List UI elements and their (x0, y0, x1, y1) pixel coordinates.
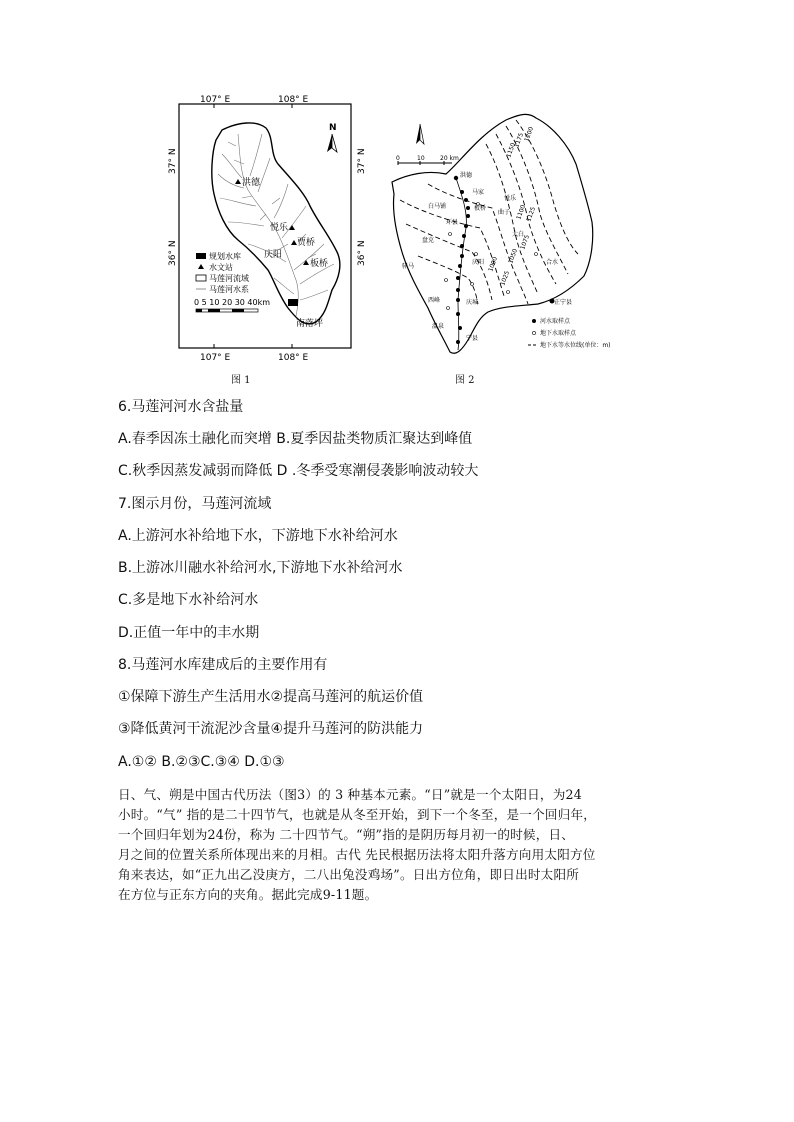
passage-line-2: 小时。“气” 指的是二十四节气，也就是从冬至开始，到下一个冬至，是一个回归年， (118, 807, 597, 822)
figure-2-caption: 图 2 (455, 375, 475, 386)
fig2-place-quzi: 曲子 (498, 209, 511, 216)
passage-line-6: 在方位与正东方向的夹角。据此完成9-11题。 (118, 887, 378, 902)
fig2-scale-bar (396, 155, 459, 165)
lat-label-right-36: 36° N (357, 240, 367, 266)
fig2-place-hongde: 洪德 (460, 172, 473, 179)
lat-label-left-37: 37° N (168, 148, 178, 174)
fig2-marker-zhengning (550, 299, 555, 304)
fig2-north-arrow-icon (416, 124, 424, 144)
question-8-stem: 8.马莲河水库建成后的主要作用有 (118, 657, 328, 673)
question-7-option-d: D.正值一年中的丰水期 (118, 625, 260, 641)
passage-line-5: 角来表达，如“正九出乙没庚方，二八出兔没鸡场”。日出方位角，即日出时太阳所 (118, 867, 580, 882)
fig2-place-panke: 盘克 (422, 237, 435, 244)
question-8-items-2: ③降低黄河干流泥沙含量④提升马莲河的防洪能力 (118, 721, 424, 737)
contour-1050: 1050 (507, 247, 520, 265)
question-8-items-1: ①保障下游生产生活用水②提高马莲河的航运价值 (118, 689, 424, 705)
legend-basin: 马莲河流域 (209, 274, 249, 283)
fig1-scale-bar (196, 309, 258, 312)
fig2-legend (528, 317, 611, 349)
fig2-place-baimapu: 白马铺 (428, 203, 447, 210)
question-7-option-c: C.多是地下水补给河水 (118, 592, 259, 608)
fig2-scale-0: 0 (396, 155, 400, 162)
contour-1025: 1025 (499, 269, 512, 287)
legend-station-icon (198, 264, 204, 269)
fig2-place-zhengning: 正宁县 (554, 299, 573, 306)
legend-reservoir-icon (196, 253, 206, 259)
planned-reservoir-marker (288, 299, 298, 306)
legend-station: 水文站 (209, 263, 233, 272)
lon-label-top-107: 107° E (200, 95, 231, 105)
fig2-scale-20: 20 km (440, 155, 459, 162)
fig2-place-qingcheng: 庆城 (466, 299, 479, 306)
lat-label-left-36: 36° N (168, 240, 178, 266)
fig2-place-yuele: 悦乐 (504, 195, 517, 202)
question-6-options-cd: C.秋季因蒸发减弱而降低 D .冬季受寒潮侵袭影响波动较大 (118, 463, 479, 479)
figure-2-svg (388, 104, 611, 366)
fig2-place-heshui: 合水 (546, 259, 559, 266)
legend-river-sample: 河水取样点 (540, 318, 571, 325)
question-7-option-a: A.上游河水补给地下水，下游地下水补给河水 (118, 528, 398, 544)
fig2-scale-10: 10 (417, 155, 425, 162)
fig2-place-ningxian: 宁县 (466, 335, 479, 342)
contour-1150: 1150 (505, 141, 518, 159)
contour-1200: 1200 (523, 125, 536, 143)
contour-1000: 1000 (487, 255, 500, 273)
place-yuele: 悦乐 (270, 223, 289, 233)
fig2-place-xifeng: 西峰 (428, 297, 441, 304)
lon-label-bottom-108: 108° E (278, 353, 309, 363)
question-7-stem: 7.图示月份，马莲河流域 (118, 496, 272, 512)
passage-line-3: 一个回归年划为24份，称为 二十四节气。“朔”指的是阴历每月初一的时候，日、 (118, 827, 575, 842)
fig1-scale-label: 0 5 10 20 30 40km (194, 298, 271, 307)
figure-1-svg (168, 94, 368, 366)
legend-reservoir: 规划水库 (209, 252, 241, 261)
contour-labels (487, 126, 537, 287)
question-7-option-b: B.上游冰川融水补给河水,下游地下水补给河水 (118, 560, 403, 576)
fig2-place-wenquan: 温泉 (432, 323, 445, 330)
groundwater-contours (400, 120, 578, 304)
station-marker-banqiao (303, 260, 309, 265)
north-arrow-icon (327, 123, 337, 152)
lon-label-top-108: 108° E (278, 95, 309, 105)
place-jiaqiao: 贾桥 (297, 238, 316, 248)
passage-line-1: 日、气、朔是中国古代历法（图3）的 3 种基本元素。“日”就是一个太阳日，为24 (118, 787, 582, 802)
place-qingyang: 庆阳 (264, 250, 283, 260)
legend-river-sample-icon (532, 319, 536, 323)
figure-2-map (388, 104, 611, 366)
figure-1-caption: 图 1 (231, 375, 251, 386)
fig2-place-banqiao: 板桥 (474, 205, 487, 212)
place-banqiao: 板桥 (310, 259, 329, 269)
legend-contour: 地下水等水位线(单位：m) (540, 342, 611, 349)
fig2-place-majia: 马家 (472, 189, 485, 196)
contour-1075: 1075 (519, 233, 532, 251)
legend-groundwater-sample-icon (532, 331, 535, 334)
fig2-place-yima: 驿马 (402, 263, 415, 270)
legend-river: 马莲河水系 (209, 285, 249, 294)
question-6-stem: 6.马莲河河水含盐量 (118, 399, 244, 415)
north-label: N (329, 123, 337, 133)
fig2-place-qingyang: 庆阳 (472, 259, 485, 266)
figure-1-map (168, 94, 368, 366)
place-nanluoping: 南落坪 (296, 319, 324, 329)
question-6-options-ab: A.春季因冻土融化而突增 B.夏季因盐类物质汇聚达到峰值 (118, 431, 473, 447)
main-channel (456, 178, 466, 350)
legend-basin-icon (196, 275, 206, 281)
place-hongde: 洪德 (242, 178, 261, 188)
contour-1125: 1125 (525, 205, 538, 223)
fig2-place-taibai: 太白 (512, 231, 525, 238)
contour-1175: 1175 (513, 131, 526, 149)
contour-1100: 1100 (515, 203, 528, 221)
lon-label-bottom-107: 107° E (200, 353, 231, 363)
legend-groundwater-sample: 地下水取样点 (540, 330, 577, 337)
fig2-place-huanxian: 环县 (446, 219, 459, 226)
fig2-places (402, 171, 572, 342)
lat-label-right-37: 37° N (357, 148, 367, 174)
station-marker-hongde (235, 179, 241, 184)
passage-line-4: 月之间的位置关系所体现出来的月相。古代 先民根据历法将太阳升落方向用太阳方位 (118, 847, 596, 862)
reading-passage (118, 785, 698, 905)
question-8-answers: A.①② B.②③C.③④ D.①③ (118, 754, 285, 770)
